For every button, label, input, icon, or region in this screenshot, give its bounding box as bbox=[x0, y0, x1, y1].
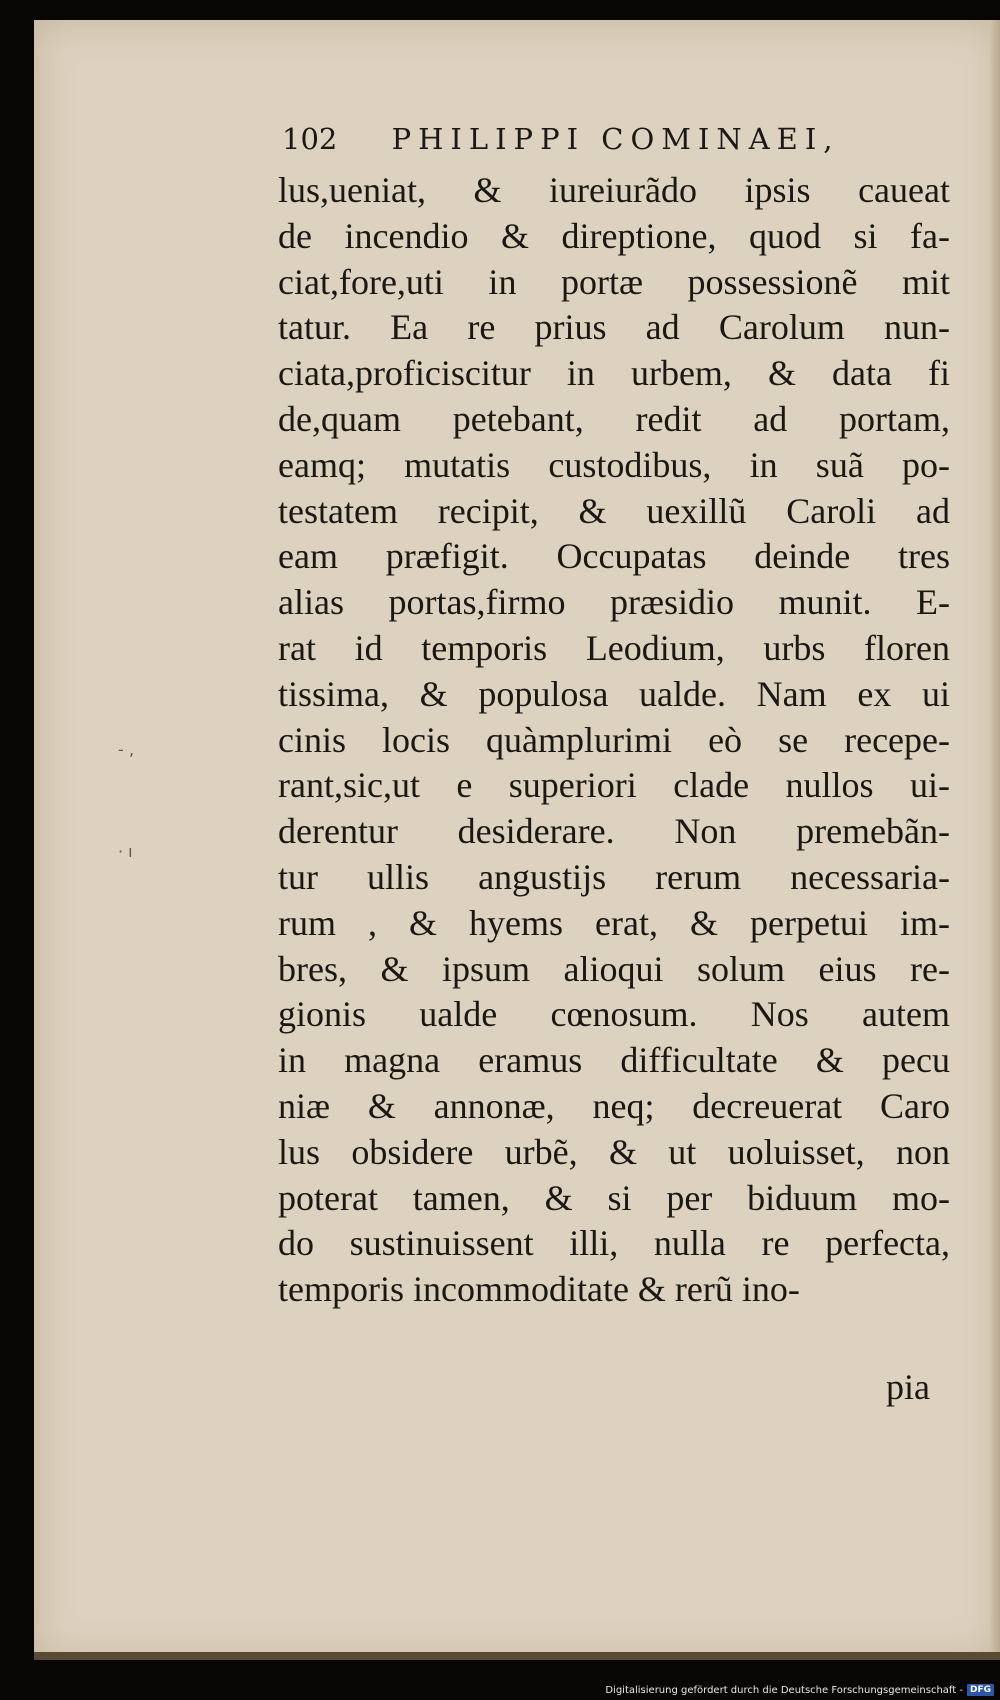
page-bottom-edge bbox=[34, 1652, 1000, 1660]
text-line: lus,ueniat, & iureiurãdo ipsis caueat bbox=[278, 170, 950, 210]
text-line: lus obsidere urbẽ, & ut uoluisset, non bbox=[278, 1131, 950, 1172]
text-line: cinis locis quàmplurimi eò se recepe- bbox=[278, 719, 950, 760]
running-title: PHILIPPI COMINAEI, bbox=[391, 122, 840, 156]
text-line: testatem recipit, & uexillũ Caroli ad bbox=[278, 490, 950, 531]
text-line: temporis incommoditate & rerũ ino- bbox=[278, 1269, 800, 1310]
text-line: de incendio & direptione, quod si fa- bbox=[278, 215, 950, 256]
catchword: pia bbox=[886, 1367, 930, 1407]
text-line: gionis ualde cœnosum. Nos autem bbox=[278, 994, 950, 1035]
marginal-mark: - ‚ bbox=[118, 740, 134, 759]
digitization-footer bbox=[605, 1684, 994, 1696]
text-line: eam præfigit. Occupatas deinde tres bbox=[278, 536, 950, 577]
page-edge bbox=[990, 20, 1000, 1660]
text-line: poterat tamen, & si per biduum mo- bbox=[278, 1177, 950, 1218]
text-line: derentur desiderare. Non premebãn- bbox=[278, 811, 950, 852]
text-line: de,quam petebant, redit ad portam, bbox=[278, 398, 950, 439]
text-line: rum , & hyems erat, & perpetui im- bbox=[278, 902, 950, 943]
text-line: rat id temporis Leodium, urbs floren bbox=[278, 627, 950, 668]
dfg-logo-icon: DFG bbox=[967, 1684, 994, 1696]
text-line: ciat,fore,uti in portæ possessionẽ mit bbox=[278, 261, 950, 302]
text-line: rant,sic,ut e superiori clade nullos ui- bbox=[278, 765, 950, 806]
text-line: bres, & ipsum alioqui solum eius re- bbox=[278, 948, 950, 989]
text-line: alias portas,firmo præsidio munit. E- bbox=[278, 582, 950, 623]
text-line: ciata,proficiscitur in urbem, & data fi bbox=[278, 353, 950, 394]
text-line: tur ullis angustijs rerum necessaria- bbox=[278, 856, 950, 897]
running-head bbox=[282, 122, 840, 156]
text-line: tissima, & populosa ualde. Nam ex ui bbox=[278, 673, 950, 714]
page-number: 102 bbox=[282, 122, 338, 156]
text-line: in magna eramus difficultate & pecu bbox=[278, 1040, 950, 1081]
text-line: tatur. Ea re prius ad Carolum nun- bbox=[278, 307, 950, 348]
text-line: eamq; mutatis custodibus, in suã po- bbox=[278, 444, 950, 485]
footer-credit: Digitalisierung gefördert durch die Deutsche Forschungsgemeinschaft - bbox=[605, 1684, 963, 1696]
text-line: niæ & annonæ, neq; decreuerat Caro bbox=[278, 1085, 950, 1126]
marginal-mark: · ı bbox=[118, 842, 133, 861]
text-line: do sustinuissent illi, nulla re perfecta, bbox=[278, 1223, 950, 1264]
body-text bbox=[278, 168, 950, 1313]
